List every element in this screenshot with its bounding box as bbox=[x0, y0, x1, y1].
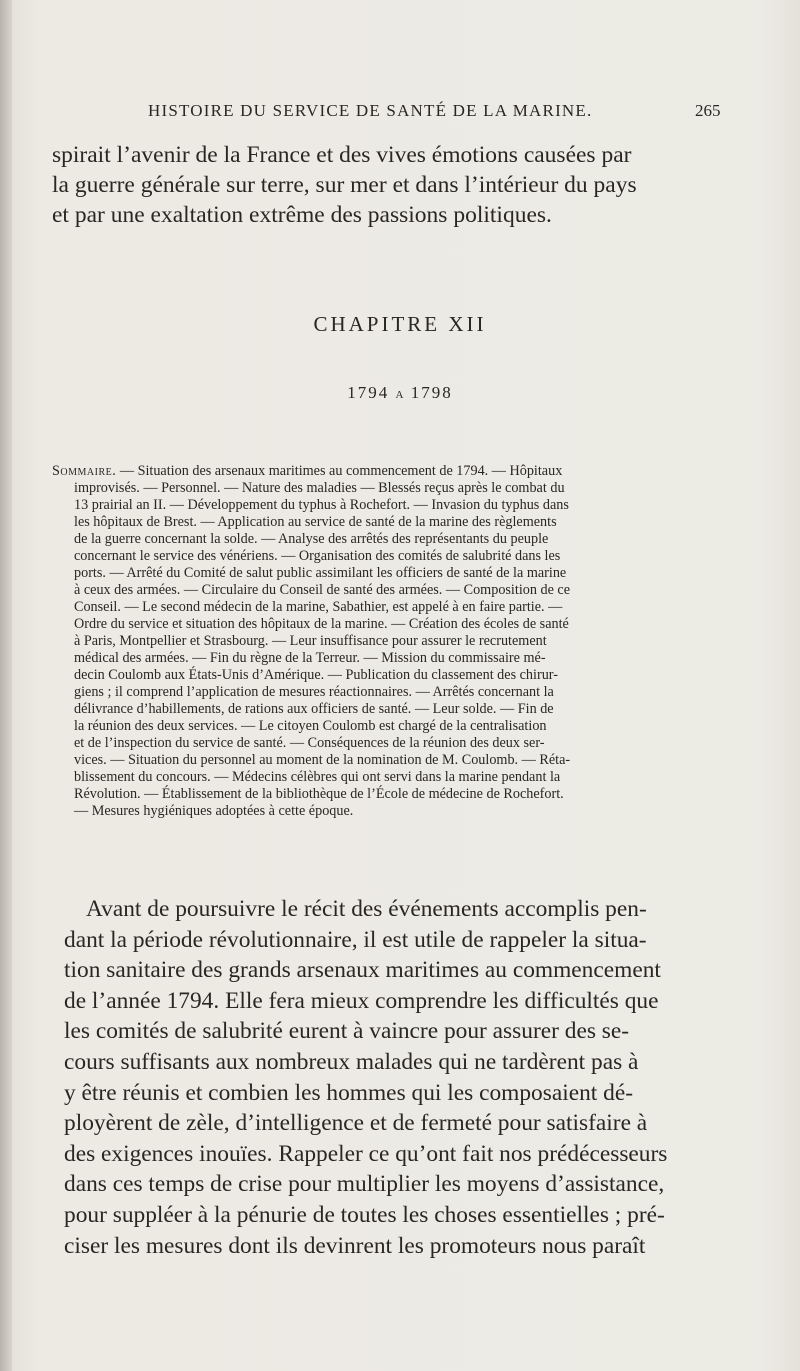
summary-line: giens ; il comprend l’application de mesures réactionnaires. — Arrêtés concernant la bbox=[74, 684, 554, 700]
intro-line: la guerre générale sur terre, sur mer et dans l’intérieur du pays bbox=[52, 172, 637, 198]
body-line: ciser les mesures dont ils devinrent les promoteurs nous paraît bbox=[64, 1232, 646, 1259]
years-end: 1798 bbox=[410, 383, 453, 402]
page-number: 265 bbox=[695, 101, 721, 120]
summary-line: délivrance d’habillements, de rations aux officiers de santé. — Leur solde. — Fin de bbox=[74, 701, 554, 717]
summary-line: médical des armées. — Fin du règne de la Terreur. — Mission du commissaire mé- bbox=[74, 650, 546, 666]
body-paragraph bbox=[64, 894, 724, 1261]
summary-line-text: — Situation des arsenaux maritimes au commencement de 1794. — Hôpitaux bbox=[119, 463, 563, 479]
summary-line: la réunion des deux services. — Le citoyen Coulomb est chargé de la centralisation bbox=[74, 718, 547, 734]
body-line: pour suppléer à la pénurie de toutes les choses essentielles ; pré- bbox=[64, 1201, 665, 1228]
running-title: HISTOIRE DU SERVICE DE SANTÉ DE LA MARINE. bbox=[148, 101, 593, 120]
summary-line: — Mesures hygiéniques adoptées à cette époque. bbox=[74, 803, 354, 819]
summary-line: de la guerre concernant la solde. — Analyse des arrêtés des représentants du peuple bbox=[74, 531, 549, 547]
summary-line: 13 prairial an II. — Développement du typhus à Rochefort. — Invasion du typhus dans bbox=[74, 497, 569, 513]
summary-line: vices. — Situation du personnel au moment de la nomination de M. Coulomb. — Réta- bbox=[74, 752, 571, 768]
body-line: y être réunis et combien les hommes qui les composaient dé- bbox=[64, 1079, 634, 1106]
years-start: 1794 bbox=[347, 383, 390, 402]
chapter-title: CHAPITRE XII bbox=[313, 312, 487, 336]
summary-line: à ceux des armées. — Circulaire du Conseil de santé des armées. — Composition de ce bbox=[74, 582, 571, 598]
body-line: des exigences inouïes. Rappeler ce qu’ont fait nos prédécesseurs bbox=[64, 1140, 668, 1167]
summary-line: et de l’inspection du service de santé. — Conséquences de la réunion des deux ser- bbox=[74, 735, 545, 751]
body-line: dant la période révolutionnaire, il est utile de rappeler la situa- bbox=[64, 926, 647, 953]
body-line: Avant de poursuivre le récit des événements accomplis pen- bbox=[86, 896, 647, 922]
summary-line: improvisés. — Personnel. — Nature des maladies — Blessés reçus après le combat du bbox=[74, 480, 565, 496]
summary-line: blissement du concours. — Médecins célèbres qui ont servi dans la marine pendant la bbox=[74, 769, 561, 785]
body-line: les comités de salubrité eurent à vaincre pour assurer des se- bbox=[64, 1018, 630, 1045]
body-line: tion sanitaire des grands arsenaux maritimes au commencement bbox=[64, 957, 661, 984]
summary-line: decin Coulomb aux États-Unis d’Amérique. — Publication du classement des chirur- bbox=[74, 667, 558, 683]
intro-paragraph bbox=[52, 140, 712, 230]
intro-line: spirait l’avenir de la France et des vives émotions causées par bbox=[52, 142, 632, 168]
summary-label: Sommaire. bbox=[52, 463, 117, 479]
summary-line: Conseil. — Le second médecin de la marine, Sabathier, est appelé à en faire partie. — bbox=[74, 599, 563, 615]
chapter-years bbox=[0, 383, 800, 403]
years-separator: A bbox=[395, 389, 405, 401]
intro-line: et par une exaltation extrême des passions politiques. bbox=[52, 202, 552, 228]
summary-line: à Paris, Montpellier et Strasbourg. — Leur insuffisance pour assurer le recrutement bbox=[74, 633, 547, 649]
page-binding-edge bbox=[0, 0, 12, 1371]
summary-line: concernant le service des vénériens. — Organisation des comités de salubrité dans les bbox=[74, 548, 561, 564]
summary-line: Ordre du service et situation des hôpitaux de la marine. — Création des écoles de santé bbox=[74, 616, 569, 632]
body-line: ployèrent de zèle, d’intelligence et de fermeté pour satisfaire à bbox=[64, 1110, 648, 1137]
body-line: cours suffisants aux nombreux malades qui ne tardèrent pas à bbox=[64, 1048, 639, 1075]
body-line: dans ces temps de crise pour multiplier les moyens d’assistance, bbox=[64, 1171, 665, 1198]
summary-line bbox=[52, 463, 712, 480]
summary-line: ports. — Arrêté du Comité de salut public assimilant les officiers de santé de la marine bbox=[74, 565, 567, 581]
summary-line: Révolution. — Établissement de la bibliothèque de l’École de médecine de Rochefort. bbox=[74, 786, 564, 802]
body-line: de l’année 1794. Elle fera mieux comprendre les difficultés que bbox=[64, 987, 659, 1014]
summary-line: les hôpitaux de Brest. — Application au service de santé de la marine des règlements bbox=[74, 514, 557, 530]
chapter-summary bbox=[52, 463, 712, 820]
